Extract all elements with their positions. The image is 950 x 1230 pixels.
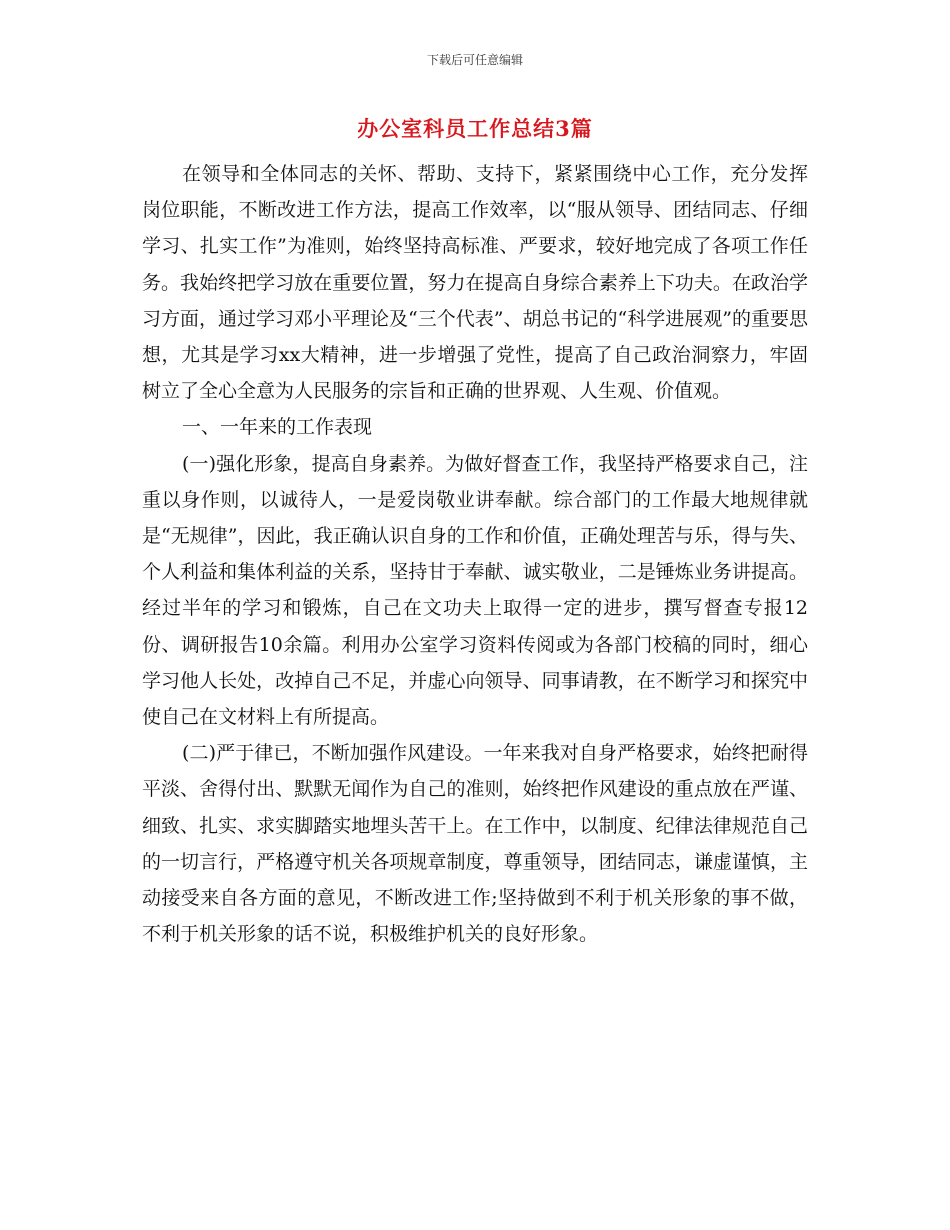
paragraph-strengthen-image: (一)强化形象，提高自身素养。为做好督查工作，我坚持严格要求自己，注重以身作则，以诚待人，一是爱岗敬业讲奉献。综合部门的工作最大地规律就是“无规律”，因此，我正确认识自身的工作和价值，正确处理苦与乐，得与失、个人利益和集体利益的关系，坚持甘于奉献、诚实敬业，二是锤炼业务讲提高。经过半年的学习和锻炼，自己在文功夫上取得一定的进步，撰写督查专报12份、调研报告10余篇。利用办公室学习资料传阅或为各部门校稿的同时，细心学习他人长处，改掉自己不足，并虚心向领导、同事请教，在不断学习和探究中使自己在文材料上有所提高。 bbox=[142, 452, 808, 729]
paragraph-strict-discipline: (二)严于律已，不断加强作风建设。一年来我对自身严格要求，始终把耐得平淡、舍得付出、默默无闻作为自己的准则，始终把作风建设的重点放在严谨、细致、扎实、求实脚踏实地埋头苦干上。在工作中，以制度、纪律法律规范自己的一切言行，严格遵守机关各项规章制度，尊重领导，团结同志，谦虚谨慎，主动接受来自各方面的意见，不断改进工作;坚持做到不利于机关形象的事不做，不利于机关形象的话不说，积极维护机关的良好形象。 bbox=[142, 742, 808, 946]
intro-paragraph: 在领导和全体同志的关怀、帮助、支持下，紧紧围绕中心工作，充分发挥岗位职能，不断改进工作方法，提高工作效率，以“服从领导、团结同志、仔细学习、扎实工作”为准则，始终坚持高标准、严要求，较好地完成了各项工作任务。我始终把学习放在重要位置，努力在提高自身综合素养上下功夫。在政治学习方面，通过学习邓小平理论及“三个代表”、胡总书记的“科学进展观”的重要思想，尤其是学习xx大精神，进一步增强了党性，提高了自己政治洞察力，牢固树立了全心全意为人民服务的宗旨和正确的世界观、人生观、价值观。 bbox=[142, 163, 808, 403]
download-edit-note: 下载后可任意编辑 bbox=[426, 53, 523, 67]
section-heading-work-performance: 一、一年来的工作表现 bbox=[182, 416, 373, 439]
document-title: 办公室科员工作总结3篇 bbox=[357, 116, 593, 141]
document-body bbox=[142, 156, 808, 952]
